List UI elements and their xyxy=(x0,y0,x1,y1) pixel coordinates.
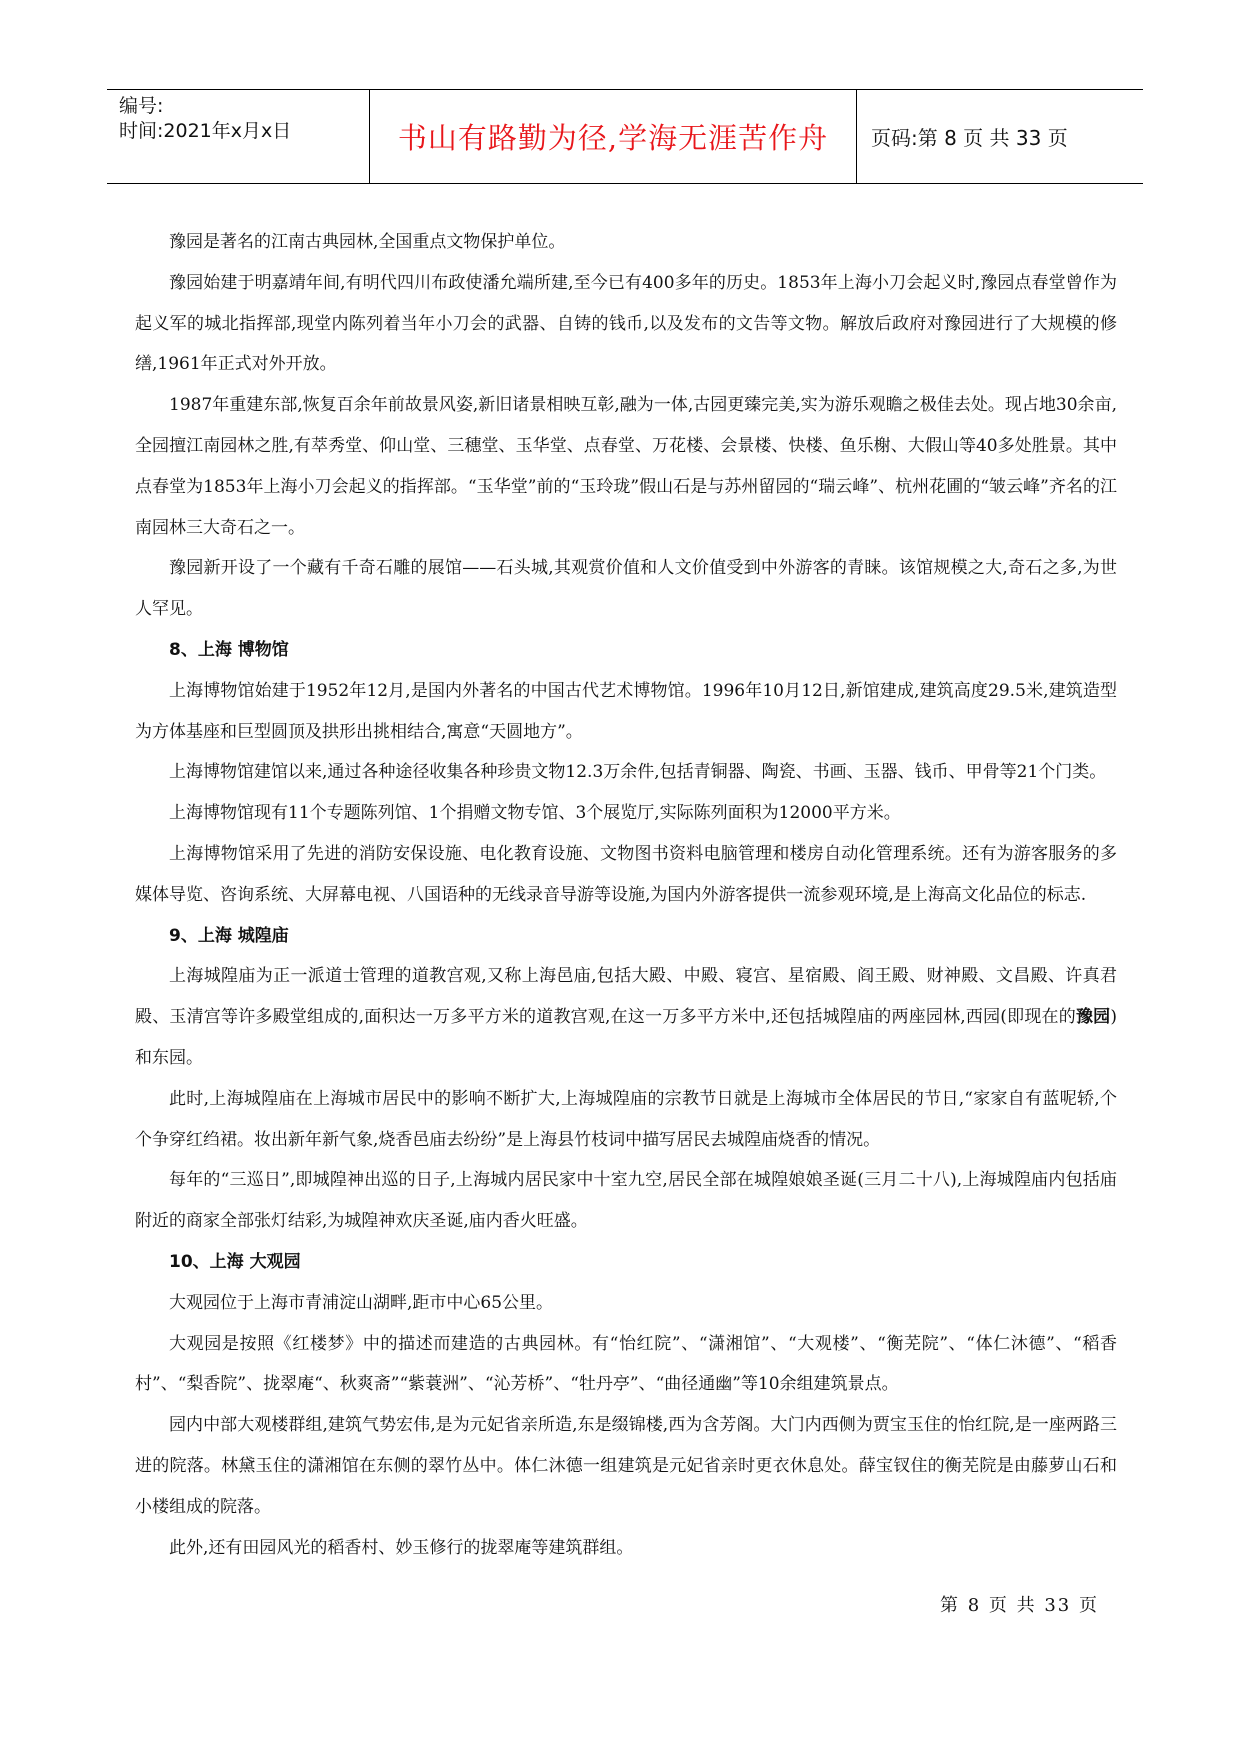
page-header xyxy=(107,89,1143,184)
header-page-cell xyxy=(857,90,1143,183)
text-run: 上海城隍庙为正一派道士管理的道教宫观,又称上海邑庙,包括大殿、中殿、寝宫、星宿殿、阎王殿、财神殿、文昌殿、许真君殿、玉清宫等许多殿堂组成的,面积达一万多平方米的道教宫观,在这一万多平方米中,还包括城隍庙的两座园林,西园(即现在的 xyxy=(135,966,1117,1028)
time-label: 时间:2021年x月x日 xyxy=(119,120,292,142)
page-footer: 第 8 页 共 33 页 xyxy=(940,1595,1099,1616)
paragraph: 豫园是著名的江南古典园林,全国重点文物保护单位。 xyxy=(169,232,566,252)
paragraph: 上海博物馆采用了先进的消防安保设施、电化教育设施、文物图书资料电脑管理和楼房自动化管理系统。还有为游客服务的多媒体导览、咨询系统、大屏幕电视、八国语种的无线录音导游等设施,为国内外游客提供一流参观环境,是上海高文化品位的标志. xyxy=(135,843,1117,905)
paragraph: 园内中部大观楼群组,建筑气势宏伟,是为元妃省亲所造,东是缀锦楼,西为含芳阁。大门内西侧为贾宝玉住的怡红院,是一座两路三进的院落。林黛玉住的潇湘馆在东侧的翠竹丛中。体仁沐德一组建筑是元妃省亲时更衣休息处。薛宝钗住的衡芜院是由藤萝山石和小楼组成的院落。 xyxy=(135,1415,1117,1517)
paragraph xyxy=(135,956,1117,1078)
paragraph: 上海博物馆建馆以来,通过各种途径收集各种珍贵文物12.3万余件,包括青铜器、陶瓷、书画、玉器、钱币、甲骨等21个门类。 xyxy=(169,762,1107,783)
paragraph: 豫园始建于明嘉靖年间,有明代四川布政使潘允端所建,至今已有400多年的历史。1853年上海小刀会起义时,豫园点春堂曾作为起义军的城北指挥部,现堂内陈列着当年小刀会的武器、自铸的钱币,以及发布的文告等文物。解放后政府对豫园进行了大规模的修缮,1961年正式对外开放。 xyxy=(135,272,1117,375)
paragraph: 此外,还有田园风光的稻香村、妙玉修行的拢翠庵等建筑群组。 xyxy=(169,1537,634,1558)
header-meta xyxy=(107,90,369,183)
paragraph: 此时,上海城隍庙在上海城市居民中的影响不断扩大,上海城隍庙的宗教节日就是上海城市全体居民的节日,“家家自有蓝呢轿,个个争穿红绉裙。妆出新年新气象,烧香邑庙去纷纷”是上海县竹枝词中描写居民去城隍庙烧香的情况。 xyxy=(135,1088,1117,1150)
number-label: 编号: xyxy=(119,95,164,117)
section-heading-museum: 8、上海 博物馆 xyxy=(169,639,289,660)
document-body xyxy=(135,222,1117,1568)
bold-text: 豫园 xyxy=(1075,1007,1111,1028)
paragraph: 大观园位于上海市青浦淀山湖畔,距市中心65公里。 xyxy=(169,1292,554,1313)
motto-text: 书山有路勤为径,学海无涯苦作舟 xyxy=(397,121,829,155)
paragraph: 每年的“三巡日”,即城隍神出巡的日子,上海城内居民家中十室九空,居民全部在城隍娘娘圣诞(三月二十八),上海城隍庙内包括庙附近的商家全部张灯结彩,为城隍神欢庆圣诞,庙内香火旺盛。 xyxy=(135,1170,1117,1232)
paragraph: 上海博物馆始建于1952年12月,是国内外著名的中国古代艺术博物馆。1996年10月12日,新馆建成,建筑高度29.5米,建筑造型为方体基座和巨型圆顶及拱形出挑相结合,寓意“天圆地方”。 xyxy=(135,680,1117,742)
paragraph: 豫园新开设了一个藏有千奇石雕的展馆——石头城,其观赏价值和人文价值受到中外游客的青睐。该馆规模之大,奇石之多,为世人罕见。 xyxy=(135,558,1117,620)
text-run: )和东园。 xyxy=(135,1007,1117,1068)
paragraph: 上海博物馆现有11个专题陈列馆、1个捐赠文物专馆、3个展览厅,实际陈列面积为12000平方米。 xyxy=(169,803,901,824)
page-label: 页码:第 8 页 共 33 页 xyxy=(871,126,1068,150)
paragraph: 1987年重建东部,恢复百余年前故景风姿,新旧诸景相映互彰,融为一体,古园更臻完美,实为游乐观瞻之极佳去处。现占地30余亩,全园擅江南园林之胜,有萃秀堂、仰山堂、三穗堂、玉华堂、点春堂、万花楼、会景楼、快楼、鱼乐榭、大假山等40多处胜景。其中点春堂为1853年上海小刀会起义的指挥部。“玉华堂”前的“玉玲珑”假山石是与苏州留园的“瑞云峰”、杭州花圃的“皱云峰”齐名的江南园林三大奇石之一。 xyxy=(135,395,1117,538)
section-heading-temple: 9、上海 城隍庙 xyxy=(169,925,289,946)
header-motto-cell xyxy=(369,90,857,183)
section-heading-garden: 10、上海 大观园 xyxy=(169,1251,301,1272)
paragraph: 大观园是按照《红楼梦》中的描述而建造的古典园林。有“怡红院”、“潇湘馆”、“大观楼”、“衡芜院”、“体仁沐德”、“稻香村”、“梨香院”、拢翠庵“、秋爽斋”“紫蓑洲”、“沁芳桥”、“牡丹亭”、“曲径通幽”等10余组建筑景点。 xyxy=(135,1333,1117,1395)
